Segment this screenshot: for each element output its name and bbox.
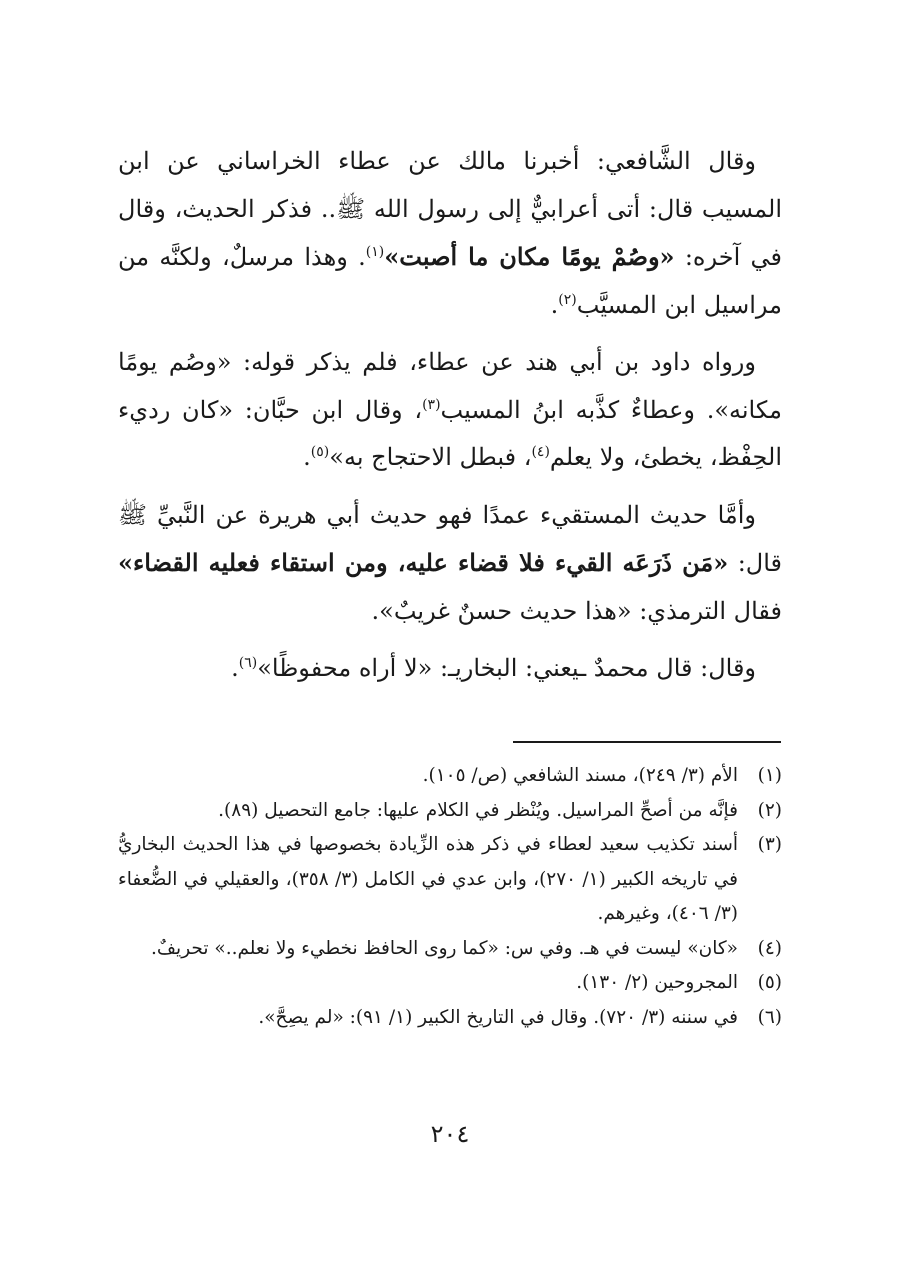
- footnote-text: الأم (٣/ ٢٤٩)، مسند الشافعي (ص/ ١٠٥).: [422, 765, 738, 786]
- footnote-4: [118, 932, 782, 967]
- hadith-quote: «مَن ذَرَعَه القيء فلا قضاء عليه، ومن استقاء فعليه القضاء»: [118, 548, 729, 577]
- footnote-marker-4: (٤): [531, 444, 550, 460]
- paragraph-text: ورواه داود بن أبي هند عن عطاء، فلم يذكر قوله: «وصُم يومًا مكانه». وعطاءٌ كذَّبه ابنُ المسيب: [118, 348, 782, 424]
- footnote-separator: [513, 741, 781, 743]
- footnote-number: (٤): [757, 937, 782, 959]
- footnote-1: [118, 759, 782, 794]
- footnote-marker-5: (٥): [310, 444, 330, 460]
- paragraph-4: [118, 645, 782, 693]
- footnote-5: [118, 966, 782, 1001]
- footnote-number: (٦): [757, 1006, 782, 1028]
- footnote-text: أسند تكذيب سعيد لعطاء في ذكر هذه الزِّيادة بخصوصها في هذا الحديث البخاريُّ في تاريخه الكبير (١/ ٢٧٠)، وابن عدي في الكامل (٣/ ٣٥٨)، والعقيلي في الضُّعفاء (٣/ ٤٠٦)، وغيرهم.: [118, 834, 738, 924]
- footnote-6: [118, 1001, 782, 1036]
- footnote-number: (٢): [757, 799, 782, 821]
- footnote-marker-6: (٦): [238, 655, 258, 671]
- paragraph-2: [118, 339, 782, 482]
- paragraph-text: . وهذا مرسلٌ، ولكنَّه من مراسيل ابن المسيَّب: [118, 243, 782, 319]
- footnote-text: فإنَّه من أصحِّ المراسيل. ويُنْظر في الكلام عليها: جامع التحصيل (٨٩).: [218, 799, 738, 821]
- footnote-number: (٣): [757, 834, 782, 855]
- paragraph-text: وأمَّا حديث المستقيء عمدًا فهو حديث أبي هريرة عن النَّبيِّ ﷺ قال:: [118, 500, 782, 577]
- paragraph-text: .: [231, 654, 239, 682]
- footnote-text: «كان» ليست في هـ. وفي س: «كما روى الحافظ نخطيء ولا نعلم..» تحريفٌ.: [151, 937, 738, 959]
- page-number: ٢٠٤: [430, 1120, 470, 1148]
- paragraph-text: ، فبطل الاحتجاج به»: [329, 443, 532, 471]
- footnote-marker-3: (٣): [422, 396, 441, 413]
- paragraph-text: ، وقال ابن حبَّان: «كان رديء الحِفْظ، يخطئ، ولا يعلم: [118, 395, 782, 471]
- paragraph-text: .: [303, 443, 311, 471]
- footnote-marker-1: (١): [365, 244, 385, 260]
- footnote-number: (٥): [757, 972, 782, 993]
- paragraph-text: .: [550, 290, 559, 319]
- footnote-3: [118, 828, 782, 932]
- hadith-quote: «وصُمْ يومًا مكان ما أصبت»: [384, 242, 675, 271]
- paragraph-text: فقال الترمذي: «هذا حديث حسنٌ غريبٌ».: [371, 596, 782, 625]
- footnote-number: (١): [757, 765, 782, 786]
- paragraph-text: وقال: قال محمدٌ ـيعني: البخاريـ: «لا أراه محفوظًا»: [257, 654, 756, 682]
- footnote-marker-2: (٢): [558, 291, 577, 308]
- footnote-text: المجروحين (٢/ ١٣٠).: [576, 972, 738, 993]
- footnote-2: [118, 794, 782, 829]
- main-text: [118, 138, 782, 693]
- footnote-text: في سننه (٣/ ٧٢٠). وقال في التاريخ الكبير (١/ ٩١): «لم يصِحَّ».: [258, 1006, 738, 1028]
- paragraph-3: [118, 492, 782, 636]
- paragraph-text: وقال الشَّافعي: أخبرنا مالك عن عطاء الخراساني عن ابن المسيب قال: أتى أعرابيٌّ إلى رسول الله ﷺ.. فذكر الحديث، وقال في آخره:: [118, 147, 783, 271]
- footnotes: [118, 759, 782, 1035]
- paragraph-1: [118, 138, 782, 329]
